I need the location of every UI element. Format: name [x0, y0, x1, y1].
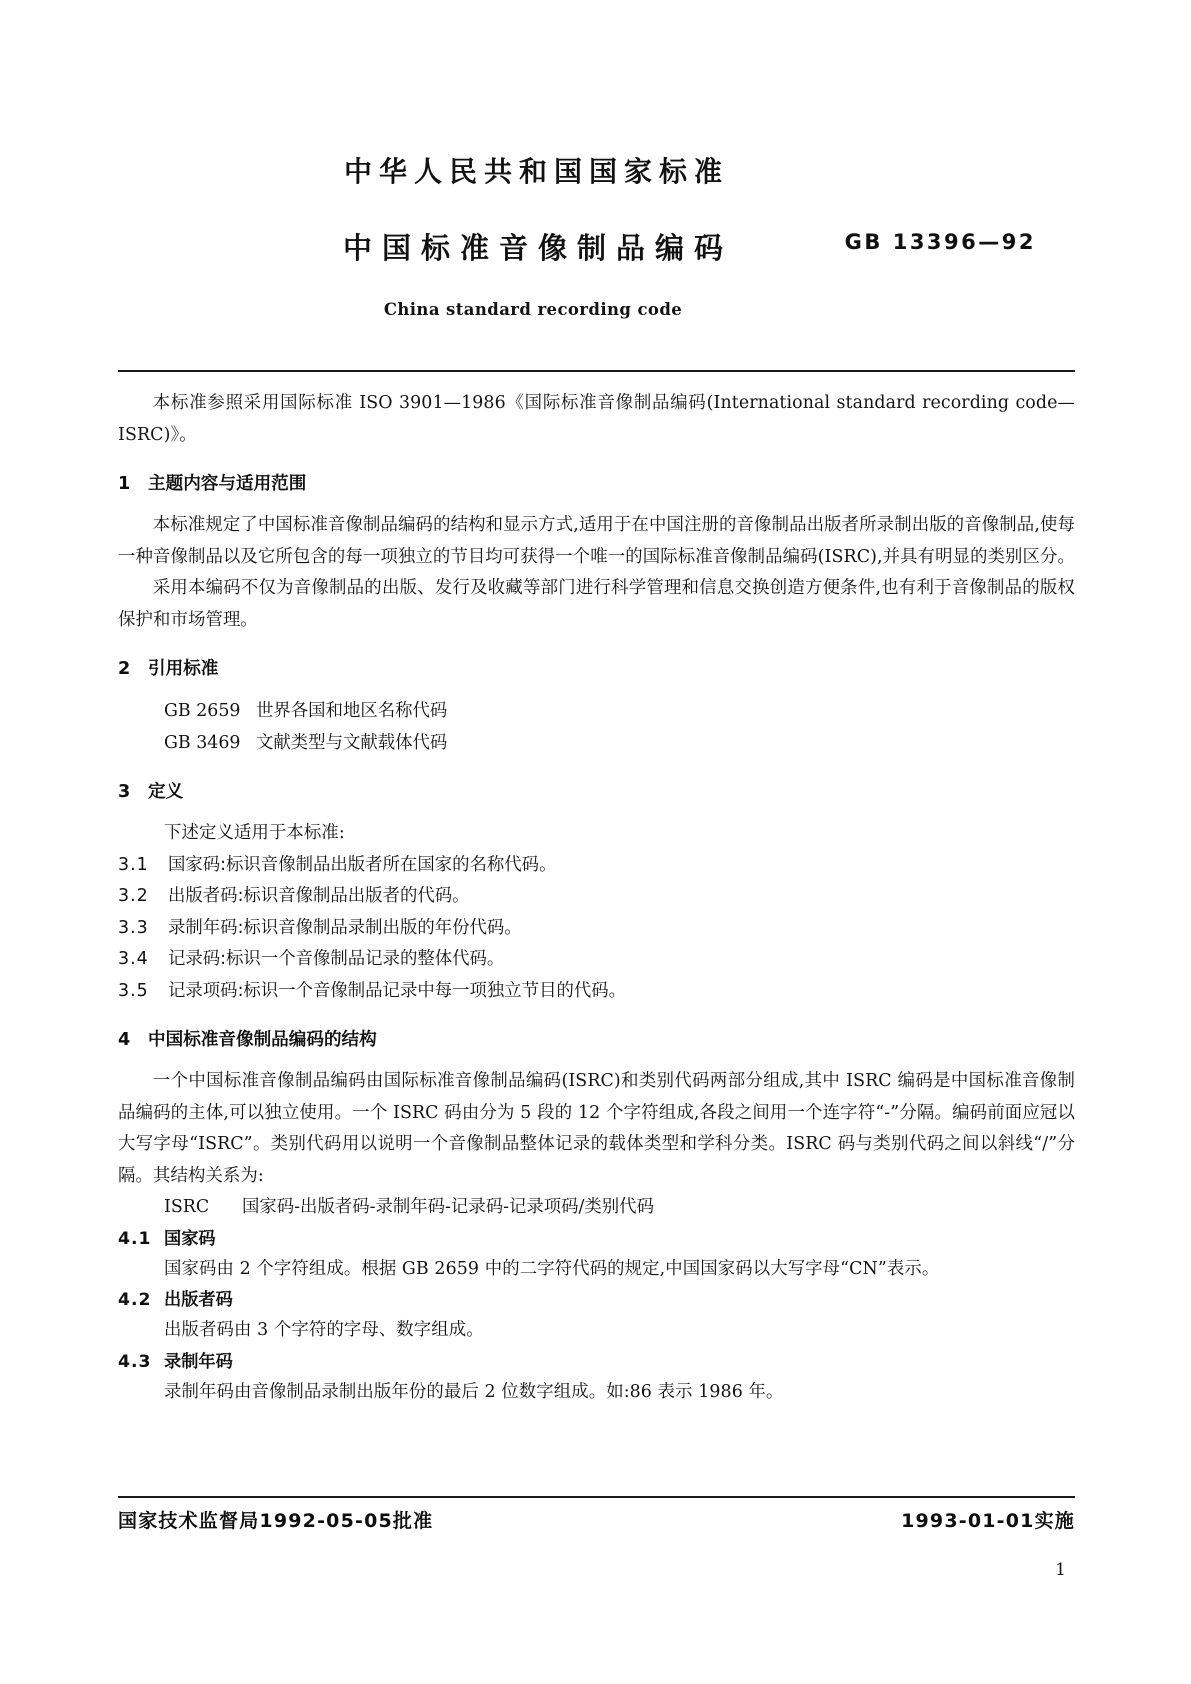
- definition-number: 3.1: [118, 854, 149, 875]
- subsection-number-4-3: 4.3: [118, 1351, 152, 1372]
- page-number: 1: [1055, 1560, 1066, 1580]
- definition-text: 出版者码:标识音像制品出版者的代码。: [168, 886, 470, 906]
- section1-paragraph-2: 采用本编码不仅为音像制品的出版、发行及收藏等部门进行科学管理和信息交换创造方便条件,也有利于音像制品的版权保护和市场管理。: [118, 578, 1075, 630]
- spacer: [118, 759, 1075, 777]
- definition-number: 3.4: [118, 949, 149, 969]
- subsection-heading-4-1: [118, 1224, 1075, 1254]
- subsection-text-4-3: 录制年码由音像制品录制出版年份的最后 2 位数字组成。如:86 表示 1986 年。: [164, 1381, 784, 1402]
- subsection-heading-4-2: [118, 1285, 1075, 1315]
- section1-paragraph-1: 本标准规定了中国标准音像制品编码的结构和显示方式,适用于在中国注册的音像制品出版者所录制出版的音像制品,使每一种音像制品以及它所包含的每一项独立的节目均可获得一个唯一的国际标准音像制品编码(ISRC),并具有明显的类别区分。: [118, 515, 1076, 567]
- standard-title: 中国标准音像制品编码: [342, 231, 733, 265]
- definition-number: 3.2: [118, 886, 149, 906]
- national-standard-title: 中华人民共和国国家标准: [343, 155, 729, 188]
- section-number-2: 2: [118, 659, 131, 679]
- spacer: [118, 807, 1075, 818]
- footer-approval-text: 国家技术监督局1992-05-05批准: [118, 1510, 434, 1532]
- footer-implementation-text: 1993-01-01实施: [901, 1510, 1075, 1532]
- subsection-text-4-1: 国家码由 2 个字符组成。根据 GB 2659 中的二字符代码的规定,中国国家码以大写字母“CN”表示。: [164, 1258, 940, 1279]
- english-title: China standard recording code: [383, 300, 683, 319]
- definition-text: 录制年码:标识音像制品录制出版的年份代码。: [168, 917, 522, 938]
- section-heading-2: [118, 654, 1075, 684]
- definition-item: [118, 944, 1075, 976]
- subsection-title-4-2: 出版者码: [164, 1290, 233, 1310]
- section-title-2: 引用标准: [148, 659, 219, 679]
- section-number-4: 4: [118, 1030, 131, 1050]
- preface-paragraph: 本标准参照采用国际标准 ISO 3901—1986《国际标准音像制品编码(International standard recording code—ISRC)》。: [118, 393, 1075, 445]
- section-heading-4: [118, 1025, 1075, 1055]
- definition-text: 记录码:标识一个音像制品记录的整体代码。: [168, 949, 505, 969]
- section-title-3: 定义: [148, 782, 184, 802]
- subsection-text-4-2: 出版者码由 3 个字符的字母、数字组成。: [164, 1320, 484, 1340]
- section-heading-3: [118, 777, 1075, 807]
- isrc-structure-value: 国家码-出版者码-录制年码-记录码-记录项码/类别代码: [242, 1197, 654, 1217]
- definition-text: 记录项码:标识一个音像制品记录中每一项独立节目的代码。: [168, 980, 627, 1001]
- definitions-lead: 下述定义适用于本标准:: [164, 823, 345, 843]
- document-footer: [118, 1506, 1075, 1533]
- document-header: [0, 150, 1191, 319]
- isrc-label: ISRC: [164, 1197, 210, 1217]
- spacer: [118, 636, 1075, 654]
- isrc-structure-line: [164, 1192, 1075, 1224]
- section-number-1: 1: [118, 474, 131, 494]
- reference-name: 文献类型与文献载体代码: [256, 733, 448, 753]
- header-divider-rule: [118, 370, 1075, 372]
- section4-paragraph-1: 一个中国标准音像制品编码由国际标准音像制品编码(ISRC)和类别代码两部分组成,其中 ISRC 编码是中国标准音像制品编码的主体,可以独立使用。一个 ISRC 码由分为 5 段的 12 个字符组成,各段之间用一个连字符“-”分隔。编码前面应冠以大写字母“ISRC”。类别代码用以说明一个音像制品整体记录的载体类型和学科分类。ISRC 码与类别代码之间以斜线“/”分隔。其结构关系为:: [118, 1071, 1075, 1186]
- subsection-title-4-1: 国家码: [164, 1228, 216, 1249]
- section-number-3: 3: [118, 782, 131, 802]
- section-title-1: 主题内容与适用范围: [148, 474, 307, 494]
- reference-code: GB 2659: [164, 701, 241, 721]
- section-heading-1: [118, 469, 1075, 499]
- definition-number: 3.3: [118, 917, 149, 938]
- reference-item: [164, 727, 1075, 759]
- subsection-heading-4-3: [118, 1347, 1075, 1377]
- definition-number: 3.5: [118, 980, 149, 1001]
- definition-item: [118, 850, 1075, 882]
- standard-title-row: [0, 226, 1191, 270]
- subsection-number-4-2: 4.2: [118, 1290, 152, 1310]
- reference-code: GB 3469: [164, 733, 241, 753]
- definition-item: [118, 976, 1075, 1008]
- footer-divider-rule: [118, 1496, 1075, 1498]
- spacer: [118, 1007, 1075, 1025]
- section-title-4: 中国标准音像制品编码的结构: [148, 1030, 377, 1050]
- document-body: [118, 388, 1075, 1408]
- subsection-number-4-1: 4.1: [118, 1228, 152, 1249]
- reference-item: [164, 695, 1075, 727]
- subsection-title-4-3: 录制年码: [164, 1351, 233, 1372]
- definition-item: [118, 881, 1075, 913]
- definition-text: 国家码:标识音像制品出版者所在国家的名称代码。: [168, 854, 557, 875]
- spacer: [118, 1055, 1075, 1066]
- spacer: [118, 684, 1075, 695]
- spacer: [118, 499, 1075, 510]
- spacer: [118, 451, 1075, 469]
- reference-name: 世界各国和地区名称代码: [256, 701, 448, 721]
- definition-item: [118, 913, 1075, 945]
- standard-number: GB 13396—92: [844, 230, 1036, 254]
